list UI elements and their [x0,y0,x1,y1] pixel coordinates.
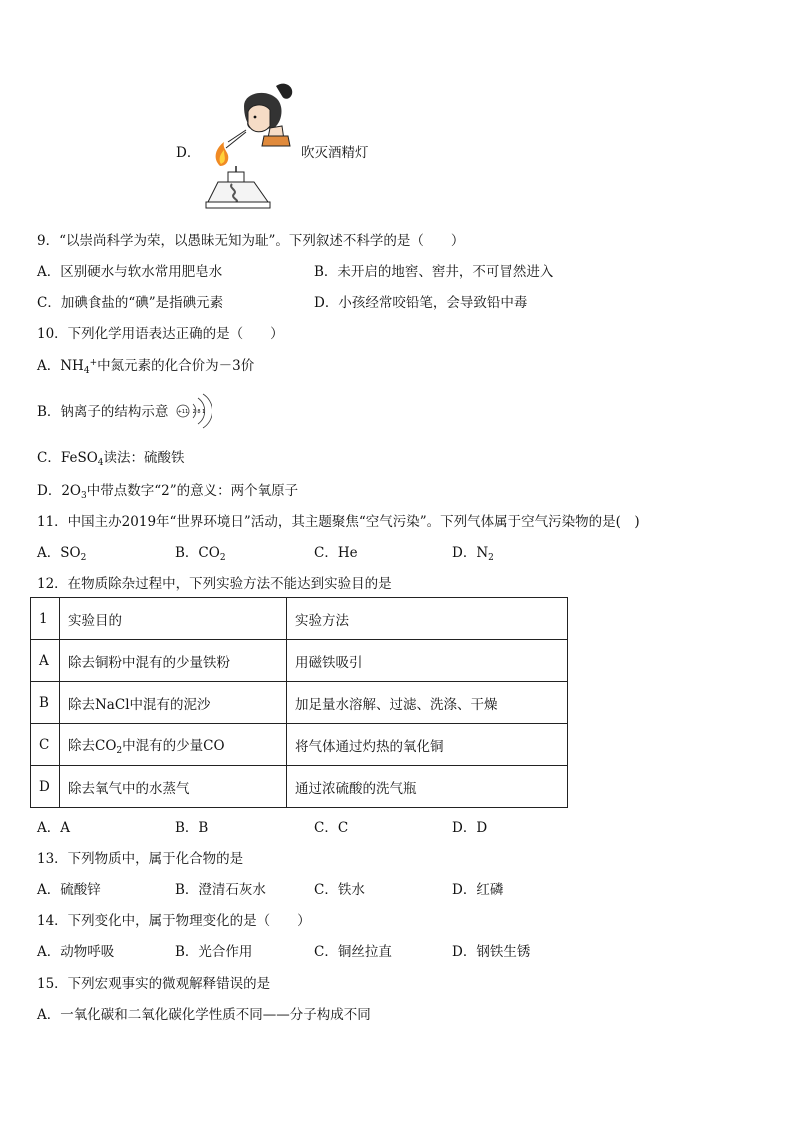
q14-stem: 14．下列变化中，属于物理变化的是（ ） [37,913,311,929]
q9-option-d: D．小孩经常咬铅笔，会导致铅中毒 [314,295,528,311]
ion-shells-label: 2 8 1 [192,409,206,415]
q10-stem: 10．下列化学用语表达正确的是（ ） [37,326,284,342]
q12-option-b: B．B [175,820,209,836]
q8-option-d-letter: D． [176,145,201,161]
table-cell: A [31,640,60,682]
q10-option-c: C．FeSO$_4$读法：硫酸铁 [37,450,185,468]
table-cell: 用磁铁吸引 [287,640,568,682]
girl-figure [244,84,292,146]
blowing-out-alcohol-lamp-illustration [198,78,300,218]
table-header-row [31,598,568,640]
q12-stem: 12．在物质除杂过程中，下列实验方法不能达到实验目的是 [37,576,392,592]
table-cell: 将气体通过灼热的氧化铜 [287,724,568,766]
alcohol-lamp-icon [206,166,270,208]
q11-option-b: B．$CO_2$ [175,545,226,563]
q15-option-a: A．一氧化碳和二氧化碳化学性质不同——分子构成不同 [37,1007,371,1023]
table-cell: B [31,682,60,724]
table-row [31,682,568,724]
q11-stem: 11．中国主办2019年“世界环境日”活动，其主题聚焦“空气污染”。下列气体属于空气污染物的是( ) [37,514,640,530]
table-cell: C [31,724,60,766]
table-row [31,640,568,682]
q12-option-a: A．A [37,820,70,836]
q14-option-a: A．动物呼吸 [37,944,115,960]
table-cell: 1 [31,598,60,640]
q11-option-d: D．$N_2$ [452,545,494,563]
q10-option-d: D．$2O_3$中带点数字“2”的意义：两个氧原子 [37,483,299,501]
table-row [31,766,568,808]
q11-option-a: A．$SO_2$ [37,545,87,563]
q12-option-d: D．D [452,820,488,836]
q9-option-a: A．区别硬水与软水常用肥皂水 [37,264,223,280]
table-cell: 除去铜粉中混有的少量铁粉 [60,640,287,682]
table-cell: 除去$CO_2$中混有的少量CO [60,724,287,766]
q12-option-c: C．C [314,820,349,836]
q9-option-b: B．未开启的地窖、窖井，不可冒然进入 [314,264,554,280]
q9-option-c: C．加碘食盐的“碘”是指碘元素 [37,295,224,311]
q14-option-c: C．铜丝拉直 [314,944,392,960]
q11-option-c: C．He [314,545,358,561]
q13-option-d: D．红磷 [452,882,504,898]
table-cell: 通过浓硫酸的洗气瓶 [287,766,568,808]
q13-option-b: B．澄清石灰水 [175,882,266,898]
ion-nucleus-label: +11 [177,409,189,415]
q15-stem: 15．下列宏观事实的微观解释错误的是 [37,976,271,992]
q10-option-a: A．$NH_4^+$中氮元素的化合价为－3价 [37,358,255,376]
table-cell: D [31,766,60,808]
q13-stem: 13．下列物质中，属于化合物的是 [37,851,244,867]
sodium-ion-structure-icon [172,392,212,430]
experiment-table [30,597,568,808]
table-cell: 除去氧气中的水蒸气 [60,766,287,808]
table-row [31,724,568,766]
table-cell: 除去NaCl中混有的泥沙 [60,682,287,724]
q13-option-c: C．铁水 [314,882,365,898]
table-cell: 实验方法 [287,598,568,640]
table-cell: 加足量水溶解、过滤、洗涤、干燥 [287,682,568,724]
q14-option-d: D．钢铁生锈 [452,944,531,960]
table-cell: 实验目的 [60,598,287,640]
q8-option-d-caption: 吹灭酒精灯 [301,145,369,161]
q9-stem: 9．“以崇尚科学为荣，以愚昧无知为耻”。下列叙述不科学的是（ ） [37,233,465,249]
q10-option-b: B．钠离子的结构示意 [37,404,169,420]
q13-option-a: A．硫酸锌 [37,882,101,898]
q14-option-b: B．光合作用 [175,944,253,960]
